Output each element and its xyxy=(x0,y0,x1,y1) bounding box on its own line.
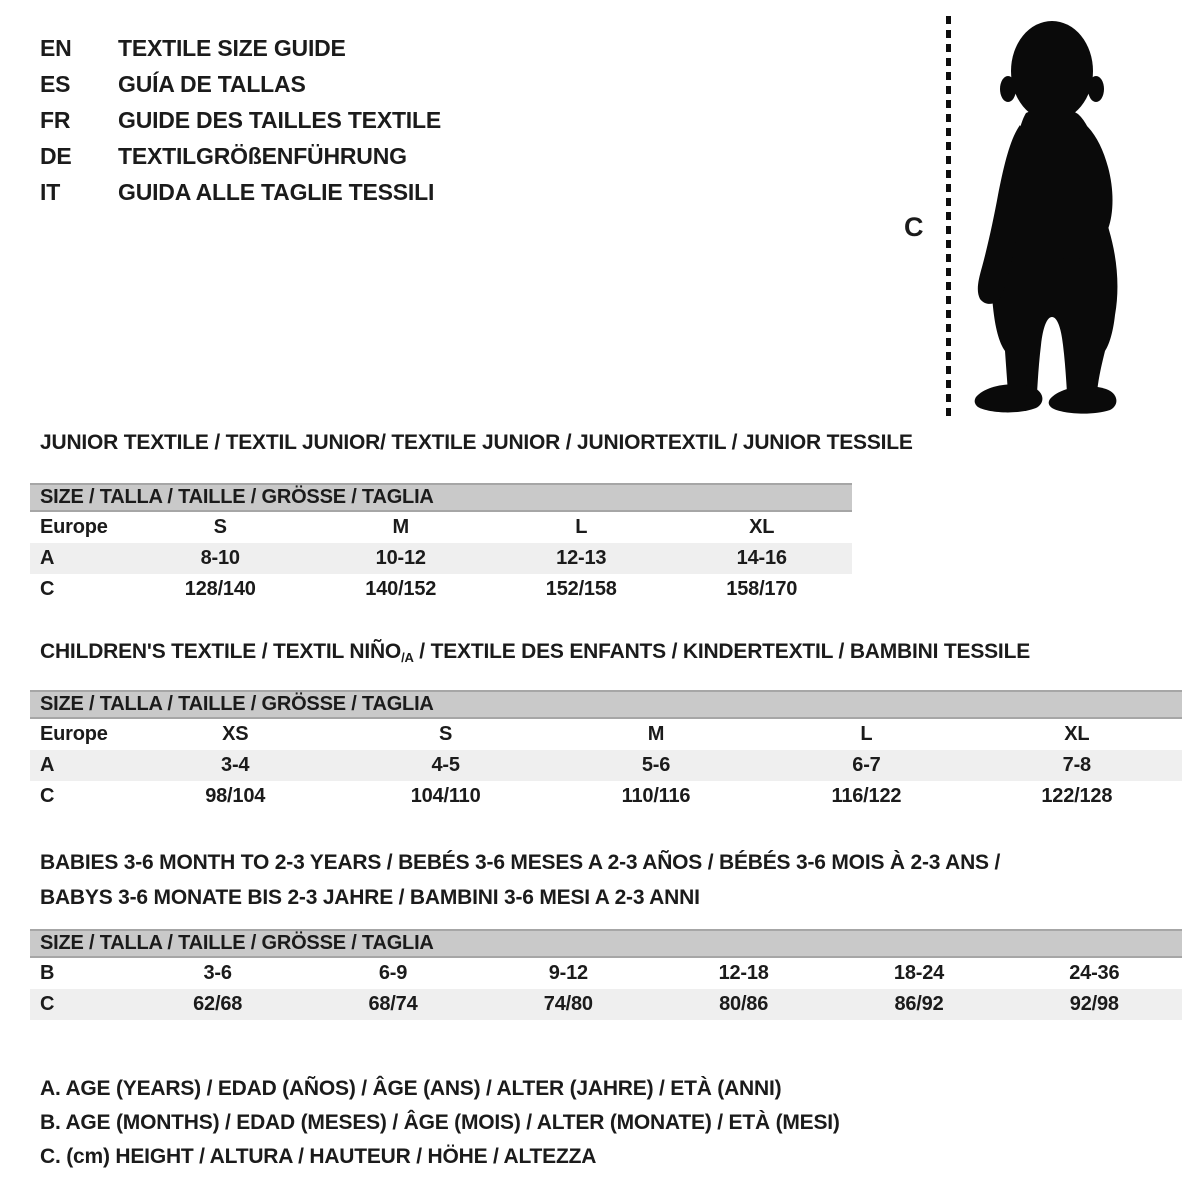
age-cell: 5-6 xyxy=(641,754,671,776)
row-label: C xyxy=(40,785,55,807)
lang-title-de: TEXTILGRÖßENFÜHRUNG xyxy=(118,143,407,169)
babies-table-header-bar: SIZE / TALLA / TAILLE / GRÖSSE / TAGLIA xyxy=(30,929,1182,958)
toddler-silhouette-icon xyxy=(962,14,1147,418)
junior-row-age xyxy=(30,543,852,574)
height-cell: 158/170 xyxy=(726,578,798,600)
height-cell: 80/86 xyxy=(719,993,769,1015)
legend-note-a: A. AGE (YEARS) / EDAD (AÑOS) / ÂGE (ANS) / ALTER (JAHRE) / ETÀ (ANNI) xyxy=(40,1077,782,1100)
legend-notes xyxy=(40,1072,840,1174)
age-cell: 12-13 xyxy=(556,547,607,569)
lang-code-it: IT xyxy=(40,179,61,205)
junior-section-title: JUNIOR TEXTILE / TEXTIL JUNIOR/ TEXTILE JUNIOR / JUNIORTEXTIL / JUNIOR TESSILE xyxy=(40,431,913,454)
age-cell: 14-16 xyxy=(736,547,787,569)
size-cell: S xyxy=(213,516,227,538)
children-table-header-bar: SIZE / TALLA / TAILLE / GRÖSSE / TAGLIA xyxy=(30,690,1182,719)
junior-size-table xyxy=(30,483,852,605)
children-row-age xyxy=(30,750,1182,781)
row-label: Europe xyxy=(40,723,108,745)
height-measure-figure xyxy=(0,0,1200,430)
junior-table-header-bar: SIZE / TALLA / TAILLE / GRÖSSE / TAGLIA xyxy=(30,483,852,512)
months-cell: 3-6 xyxy=(203,962,232,984)
height-cell: 62/68 xyxy=(193,993,243,1015)
size-cell: S xyxy=(439,723,453,745)
lang-title-fr: GUIDE DES TAILLES TEXTILE xyxy=(118,107,441,133)
height-cell: 110/116 xyxy=(621,785,691,807)
age-cell: 4-5 xyxy=(431,754,460,776)
height-measure-label: C xyxy=(904,212,924,242)
months-cell: 24-36 xyxy=(1069,962,1120,984)
lang-code-fr: FR xyxy=(40,107,71,133)
junior-row-europe xyxy=(30,512,852,543)
babies-row-height xyxy=(30,989,1182,1020)
months-cell: 18-24 xyxy=(893,962,945,984)
height-cell: 74/80 xyxy=(543,993,593,1015)
row-label: Europe xyxy=(40,516,108,538)
junior-row-height xyxy=(30,574,852,605)
lang-code-en: EN xyxy=(40,35,72,61)
height-cell: 128/140 xyxy=(184,578,256,600)
height-cell: 140/152 xyxy=(365,578,437,600)
size-cell: XL xyxy=(1064,723,1090,745)
children-title-sub: /A xyxy=(401,650,414,665)
height-cell: 92/98 xyxy=(1069,993,1119,1015)
row-label: C xyxy=(40,578,55,600)
lang-title-es: GUÍA DE TALLAS xyxy=(118,71,306,97)
row-label: A xyxy=(40,547,55,569)
height-cell: 98/104 xyxy=(205,785,266,807)
row-label: C xyxy=(40,993,55,1015)
babies-size-table xyxy=(30,929,1182,1020)
height-cell: 104/110 xyxy=(410,785,481,807)
months-cell: 6-9 xyxy=(378,962,408,984)
age-cell: 3-4 xyxy=(221,754,250,776)
months-cell: 9-12 xyxy=(548,962,588,984)
legend-note-b: B. AGE (MONTHS) / EDAD (MESES) / ÂGE (MOIS) / ALTER (MONATE) / ETÀ (MESI) xyxy=(40,1111,840,1134)
months-cell: 12-18 xyxy=(718,962,769,984)
size-cell: M xyxy=(392,516,409,538)
row-label: A xyxy=(40,754,55,776)
legend-note-c: C. (cm) HEIGHT / ALTURA / HAUTEUR / HÖHE / ALTEZZA xyxy=(40,1145,597,1168)
children-row-height xyxy=(30,781,1182,812)
age-cell: 10-12 xyxy=(375,547,426,569)
row-label: B xyxy=(40,962,55,984)
age-cell: 8-10 xyxy=(200,547,240,569)
size-cell: XL xyxy=(749,516,775,538)
lang-code-de: DE xyxy=(40,143,72,169)
size-cell: L xyxy=(575,516,588,538)
age-cell: 7-8 xyxy=(1062,754,1091,776)
height-cell: 86/92 xyxy=(894,993,944,1015)
children-row-europe xyxy=(30,719,1182,750)
size-cell: L xyxy=(860,723,873,745)
height-cell: 116/122 xyxy=(831,785,902,807)
children-size-table xyxy=(30,690,1182,812)
children-title-post: / TEXTILE DES ENFANTS / KINDERTEXTIL / BAMBINI TESSILE xyxy=(413,640,1031,663)
babies-section-title-line1: BABIES 3-6 MONTH TO 2-3 YEARS / BEBÉS 3-6 MESES A 2-3 AÑOS / BÉBÉS 3-6 MOIS À 2-3 ANS / xyxy=(40,851,1001,874)
lang-title-it: GUIDA ALLE TAGLIE TESSILI xyxy=(118,179,435,205)
babies-section-title-line2: BABYS 3-6 MONATE BIS 2-3 JAHRE / BAMBINI 3-6 MESI A 2-3 ANNI xyxy=(40,886,700,909)
size-cell: XS xyxy=(222,723,249,745)
lang-title-en: TEXTILE SIZE GUIDE xyxy=(118,35,346,61)
height-cell: 122/128 xyxy=(1041,785,1113,807)
lang-code-es: ES xyxy=(40,71,71,97)
babies-row-months xyxy=(30,958,1182,989)
height-cell: 152/158 xyxy=(545,578,617,600)
children-section-title xyxy=(40,638,1030,671)
size-cell: M xyxy=(647,723,665,745)
children-title-pre: CHILDREN'S TEXTILE / TEXTIL NIÑO xyxy=(40,640,402,663)
height-cell: 68/74 xyxy=(368,993,418,1015)
height-dashed-line xyxy=(946,16,951,416)
age-cell: 6-7 xyxy=(852,754,881,776)
